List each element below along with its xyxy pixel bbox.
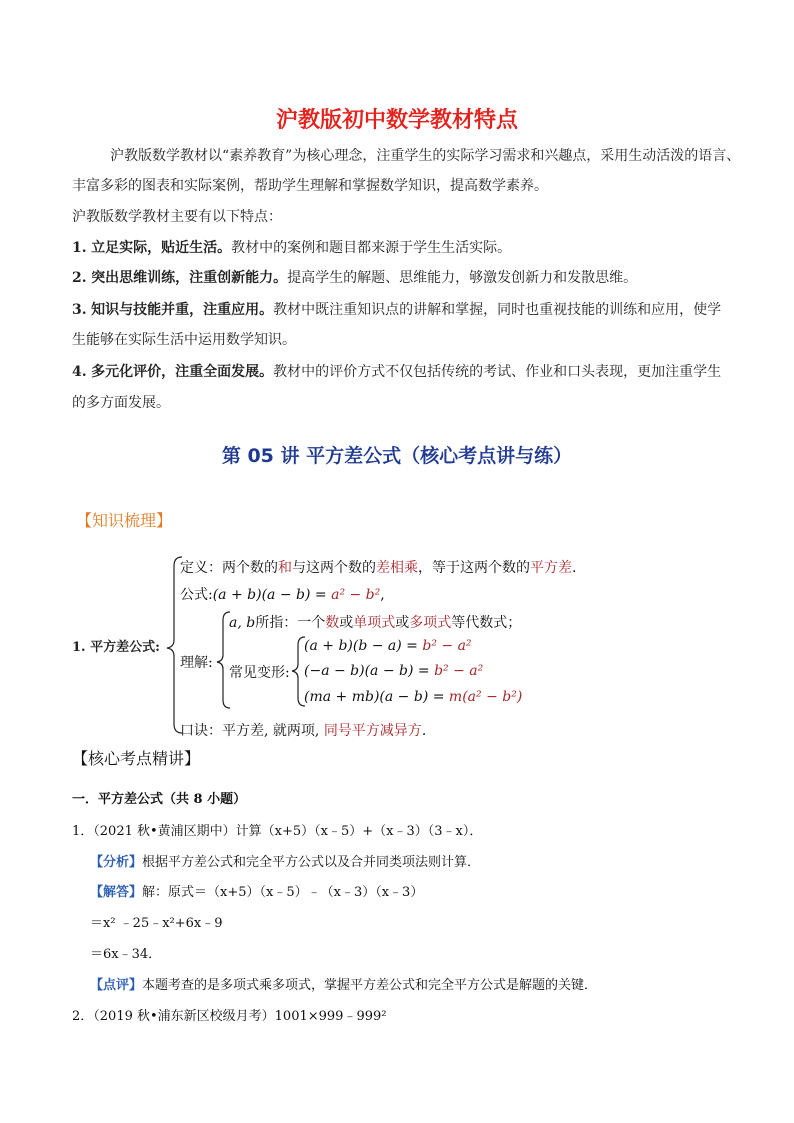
mnemonic-key: 同号平方减异方 (323, 723, 422, 739)
feature-4-cont: 的多方面发展。 (72, 395, 170, 411)
ab-line (229, 612, 521, 632)
def-square-diff: 平方差 (530, 560, 572, 576)
feature-4-num: 4. (72, 364, 87, 380)
formula-label: 公式: (180, 587, 213, 603)
section-knowledge: 【知识梳理】 (76, 511, 173, 530)
mnemonic-end: . (421, 723, 427, 739)
lecture-title: 第 05 讲 平方差公式（核心考点讲与练） (221, 445, 573, 467)
ab-or: 或 (339, 615, 354, 631)
mnemonic-line (180, 720, 426, 740)
def-end: . (572, 560, 577, 576)
variant-2-lhs: (−a − b)(a − b) = (304, 663, 430, 679)
answer-step-2: ＝6x﹣34． (90, 947, 162, 962)
formula-end: , (380, 587, 385, 603)
variants-label: 常见变形: (229, 665, 290, 681)
question-1-analysis (90, 851, 480, 870)
answer-text: 解：原式＝（x+5）（x﹣5）﹣（x﹣3）（x﹣3） (142, 885, 424, 900)
analysis-tag: 【分析】 (90, 855, 143, 870)
feature-2-text: 提高学生的解题、思维能力，够激发创新力和发散思维。 (287, 270, 638, 286)
comment-text: 本题考查的是多项式乘多项式，掌握平方差公式和完全平方公式是解题的关键． (142, 978, 598, 993)
mnemonic-prefix: 口诀：平方差, 就两项, (180, 723, 324, 739)
ab-end: 等代数式； (451, 615, 522, 631)
question-2-stem: 2．（2019 秋•浦东新区校级月考）1001×999﹣999² (72, 1009, 387, 1024)
feature-3-text: 教材中既注重知识点的讲解和掌握，同时也重视技能的训练和应用，使学 (273, 302, 722, 318)
subsection-title: 一．平方差公式（共 8 小题） (72, 792, 247, 807)
variant-1-rhs: b² − a² (422, 638, 472, 654)
feature-3-cont: 生能够在实际生活中运用数学知识。 (72, 332, 296, 348)
question-1-comment (90, 974, 597, 993)
feature-1-num: 1. (72, 240, 87, 256)
intro-line-2: 丰富多彩的图表和实际案例，帮助学生理解和掌握数学知识，提高数学素养。 (72, 178, 548, 194)
question-1-answer (90, 881, 423, 900)
formula-lhs: (a + b)(a − b) = (212, 587, 327, 603)
variant-2-rhs: b² − a² (434, 663, 484, 679)
question-1-stem: 1．（2021 秋•黄浦区期中）计算（x+5）（x﹣5）+（x﹣3）（3﹣x）． (72, 824, 483, 839)
intro-line-1: 沪教版数学教材以“素养教育”为核心理念，注重学生的实际学习需求和兴趣点，采用生动活泼的语言、 (110, 148, 741, 164)
ab-polynomial: 多项式 (409, 615, 452, 631)
definition-line (180, 557, 576, 577)
def-mid2: ，等于这两个数的 (418, 560, 530, 576)
feature-3-num: 3. (72, 302, 87, 318)
variant-2 (304, 663, 483, 679)
document-title: 沪教版初中数学教材特点 (275, 108, 518, 133)
variant-3-lhs: (ma + mb)(a − b) = (304, 689, 445, 705)
formula-rhs: a² − b² (331, 587, 381, 603)
feature-4-heading: 多元化评价，注重全面发展。 (91, 364, 274, 380)
analysis-text: 根据平方差公式和完全平方公式以及合并同类项法则计算． (142, 855, 481, 870)
variant-3-rhs: m(a² − b²) (448, 689, 523, 705)
def-prefix: 定义：两个数的 (180, 560, 278, 576)
variant-3 (304, 689, 522, 705)
def-mid: 与这两个数的 (292, 560, 376, 576)
section-core: 【核心考点精讲】 (72, 749, 201, 768)
variant-1 (304, 638, 472, 654)
formula-line (180, 584, 385, 604)
ab-vars: a, b (229, 615, 256, 631)
answer-tag: 【解答】 (90, 885, 143, 900)
feature-2-heading: 突出思维训练，注重创新能力。 (91, 270, 288, 286)
understand-label: 理解: (180, 655, 213, 671)
def-sum: 和 (278, 560, 292, 576)
ab-text: 所指：一个 (255, 615, 326, 631)
feature-3-heading: 知识与技能并重，注重应用。 (91, 302, 274, 318)
answer-step-1: ＝x² ﹣25﹣x²+6x﹣9 (90, 916, 223, 931)
feature-4-text: 教材中的评价方式不仅包括传统的考试、作业和口头表现，更加注重学生 (273, 364, 722, 380)
ab-or2: 或 (395, 615, 410, 631)
ab-number: 数 (325, 615, 340, 631)
diagram-root: 1. 平方差公式: (72, 640, 160, 655)
feature-1-text: 教材中的案例和题目都来源于学生生活实际。 (231, 240, 512, 256)
def-diff-mult: 差相乘 (376, 560, 418, 576)
intro-line-3: 沪教版数学教材主要有以下特点： (72, 209, 282, 225)
comment-tag: 【点评】 (90, 978, 143, 993)
feature-1-heading: 立足实际，贴近生活。 (91, 240, 232, 256)
ab-monomial: 单项式 (353, 615, 396, 631)
variant-1-lhs: (a + b)(b − a) = (304, 638, 418, 654)
feature-2-num: 2. (72, 270, 87, 286)
